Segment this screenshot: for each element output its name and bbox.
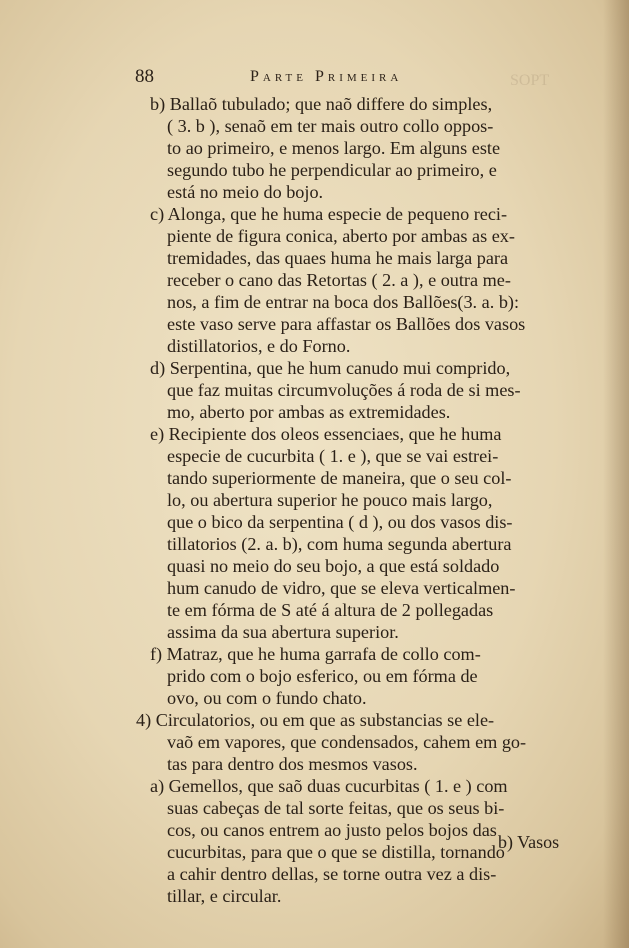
text-line: to ao primeiro, e menos largo. Em alguns este <box>167 138 501 158</box>
text-line: segundo tubo he perpendicular ao primeiro, e <box>167 160 497 180</box>
text-line: f) Matraz, que he huma garrafa de collo com- <box>150 644 481 664</box>
text-line: este vaso serve para affastar os Ballões dos vasos <box>167 314 526 334</box>
text-line: assima da sua abertura superior. <box>167 622 399 642</box>
text-line: está no meio do bojo. <box>167 182 324 202</box>
text-line: hum canudo de vidro, que se eleva verticalmen- <box>167 578 516 598</box>
text-line: especie de cucurbita ( 1. e ), que se vai estrei- <box>167 446 499 466</box>
text-line: ovo, ou com o fundo chato. <box>167 688 367 708</box>
text-line: tillar, e circular. <box>167 886 282 906</box>
bleed-through-decoration: SOPT <box>510 72 550 89</box>
text-line: que o bico da serpentina ( d ), ou dos vasos dis- <box>167 512 513 532</box>
text-line: tas para dentro dos mesmos vasos. <box>167 754 418 774</box>
text-line: piente de figura conica, aberto por ambas as ex- <box>167 226 515 246</box>
text-line: d) Serpentina, que he hum canudo mui comprido, <box>150 358 511 378</box>
text-line: cucurbitas, para que o que se distilla, tornando <box>167 842 505 862</box>
text-line: c) Alonga, que he huma especie de pequeno reci- <box>150 204 508 224</box>
catchword: b) Vasos <box>498 832 560 852</box>
text-line: lo, ou abertura superior he pouco mais largo, <box>167 490 493 510</box>
text-line: quasi no meio do seu bojo, a que está soldado <box>167 556 500 576</box>
text-line: mo, aberto por ambas as extremidades. <box>167 402 451 422</box>
text-line: distillatorios, e do Forno. <box>167 336 351 356</box>
text-line: receber o cano das Retortas ( 2. a ), e outra me- <box>167 270 511 290</box>
text-line: tillatorios (2. a. b), com huma segunda abertura <box>167 534 512 554</box>
text-line: e) Recipiente dos oleos essenciaes, que he huma <box>150 424 502 444</box>
page-gutter-shadow <box>603 0 629 948</box>
page-number: 88 <box>135 66 154 87</box>
text-line: suas cabeças de tal sorte feitas, que os seus bi- <box>167 798 505 818</box>
text-line: a cahir dentro dellas, se torne outra vez a dis- <box>167 864 497 884</box>
text-line: cos, ou canos entrem ao justo pelos bojos das <box>167 820 497 840</box>
page-header <box>135 66 575 88</box>
text-line: tremidades, das quaes huma he mais larga para <box>167 248 509 268</box>
text-line: te em fórma de S até á altura de 2 pollegadas <box>167 600 494 620</box>
text-line: prido com o bojo esferico, ou em fórma de <box>167 666 478 686</box>
text-line: 4) Circulatorios, ou em que as substancias se ele- <box>136 710 495 730</box>
text-line: tando superiormente de maneira, que o seu col- <box>167 468 512 488</box>
text-line: a) Gemellos, que saõ duas cucurbitas ( 1. e ) com <box>150 776 508 796</box>
text-line: ( 3. b ), senaõ em ter mais outro collo oppos- <box>167 116 494 136</box>
running-head: Parte Primeira <box>250 68 403 85</box>
text-line: vaõ em vapores, que condensados, cahem em go- <box>167 732 527 752</box>
text-line: nos, a fim de entrar na boca dos Ballões(3. a. b): <box>167 292 520 312</box>
text-line: b) Ballaõ tubulado; que naõ differe do simples, <box>150 94 493 114</box>
text-line: que faz muitas circumvoluções á roda de si mes- <box>167 380 521 400</box>
